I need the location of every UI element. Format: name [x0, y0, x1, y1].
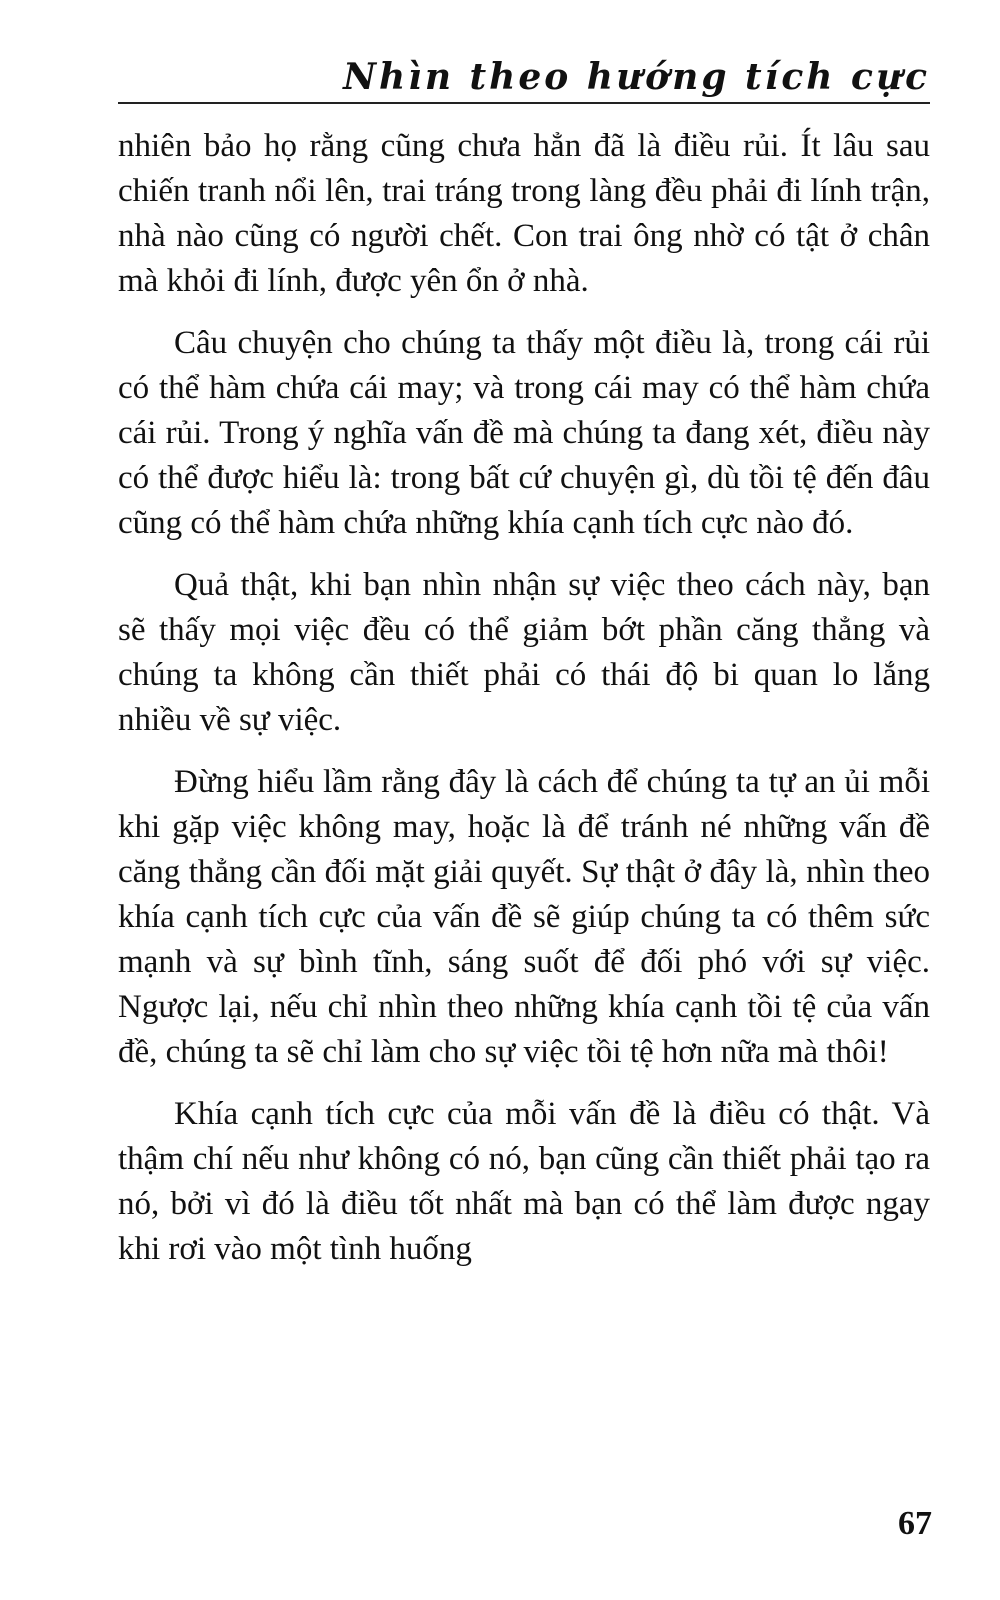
page-number: 67 [898, 1505, 932, 1542]
running-header-title: Nhìn theo hướng tích cực [343, 56, 930, 98]
paragraph-2: Câu chuyện cho chúng ta thấy một điều là, trong cái rủi có thể hàm chứa cái may; và trong cái may có thể hàm chứa cái rủi. Trong ý nghĩa vấn đề mà chúng ta đang xét, điều này có thể được hiểu là: trong bất cứ chuyện gì, dù tồi tệ đến đâu cũng có thể hàm chứa những khía cạnh tích cực nào đó. [118, 325, 930, 541]
paragraph-1: nhiên bảo họ rằng cũng chưa hẳn đã là điều rủi. Ít lâu sau chiến tranh nổi lên, trai tráng trong làng đều phải đi lính trận, nhà nào cũng có người chết. Con trai ông nhờ có tật ở chân mà khỏi đi lính, được yên ổn ở nhà. [118, 128, 930, 299]
paragraph-4: Đừng hiểu lầm rằng đây là cách để chúng ta tự an ủi mỗi khi gặp việc không may, hoặc là để tránh né những vấn đề căng thẳng cần đối mặt giải quyết. Sự thật ở đây là, nhìn theo khía cạnh tích cực của vấn đề sẽ giúp chúng ta có thêm sức mạnh và sự bình tĩnh, sáng suốt để đối phó với sự việc. Ngược lại, nếu chỉ nhìn theo những khía cạnh tồi tệ của vấn đề, chúng ta sẽ chỉ làm cho sự việc tồi tệ hơn nữa mà thôi! [118, 764, 930, 1070]
paragraph-3: Quả thật, khi bạn nhìn nhận sự việc theo cách này, bạn sẽ thấy mọi việc đều có thể giảm bớt phần căng thẳng và chúng ta không cần thiết phải có thái độ bi quan lo lắng nhiều về sự việc. [118, 567, 930, 738]
body-text [118, 124, 930, 1272]
paragraph-5: Khía cạnh tích cực của mỗi vấn đề là điều có thật. Và thậm chí nếu như không có nó, bạn cũng cần thiết phải tạo ra nó, bởi vì đó là điều tốt nhất mà bạn có thể làm được ngay khi rơi vào một tình huống [118, 1096, 930, 1267]
running-header [118, 46, 930, 104]
